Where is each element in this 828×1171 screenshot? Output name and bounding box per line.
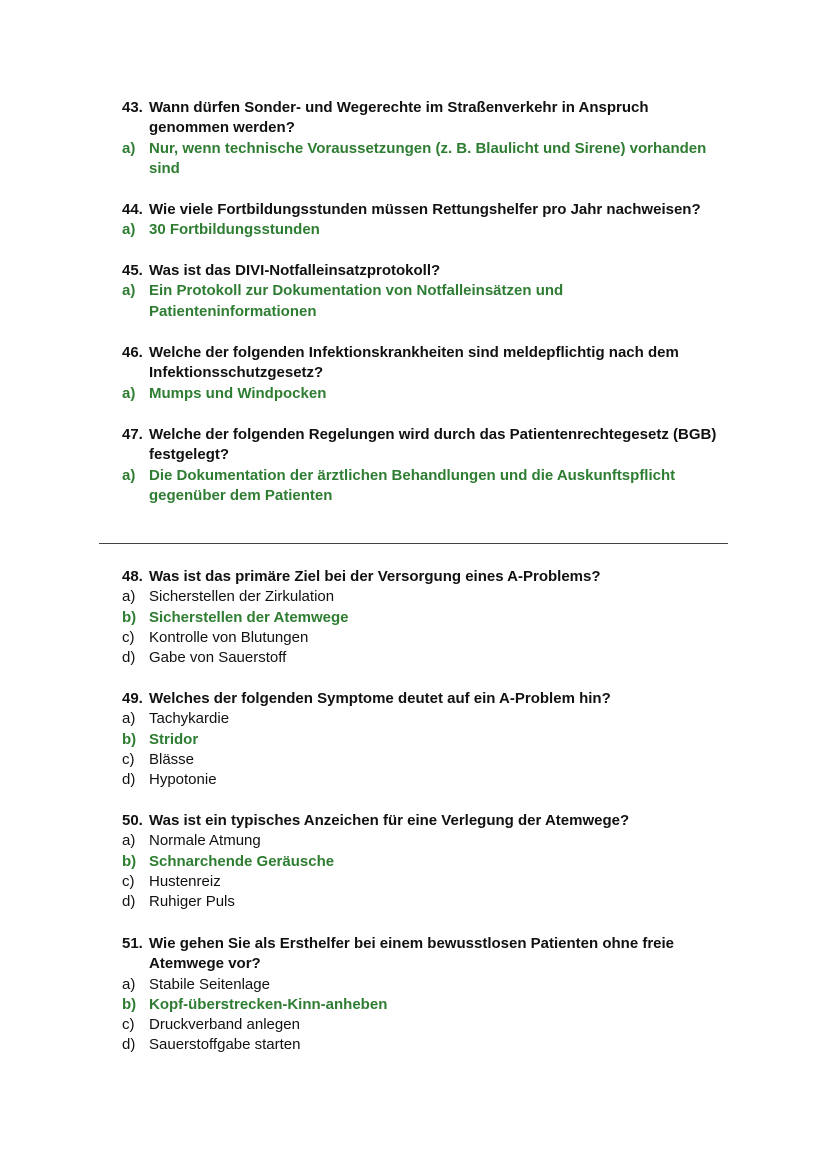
answer-option-correct: b) Schnarchende Geräusche <box>122 852 732 872</box>
answer-option: a) Normale Atmung <box>122 831 732 851</box>
answer-label: a) <box>122 282 136 300</box>
answer-label: b) <box>122 608 137 626</box>
answer-label: c) <box>122 872 135 890</box>
answer-option: c) Hustenreiz <box>122 872 732 892</box>
answer-label: a) <box>122 832 136 850</box>
answer-label: d) <box>122 771 136 789</box>
answer-option-correct: a) 30 Fortbildungsstunden <box>122 220 732 240</box>
answer-label: c) <box>122 750 135 768</box>
answer-option-correct: b) Kopf-überstrecken-Kinn-anheben <box>122 995 732 1015</box>
question-number: 46. <box>122 344 143 361</box>
answer-label: a) <box>122 221 136 239</box>
question-text: 47. Welche der folgenden Regelungen wird durch das Patientenrechtegesetz (BGB) festgelegt? <box>122 426 717 464</box>
question-number: 48. <box>122 568 143 585</box>
answer-label: a) <box>122 975 136 993</box>
answer-option: d) Sauerstoffgabe starten <box>122 1035 732 1055</box>
section-divider <box>99 543 728 544</box>
question-51 <box>122 934 732 1056</box>
answer-label: c) <box>122 628 135 646</box>
answer-label: c) <box>122 1016 135 1034</box>
answer-option-correct: a) Die Dokumentation der ärztlichen Behandlungen und die Auskunftspflicht gegenüber dem Patienten <box>122 466 676 504</box>
answer-option: a) Tachykardie <box>122 709 732 729</box>
answer-option-correct: a) Mumps und Windpocken <box>122 384 732 404</box>
question-text: 45. Was ist das DIVI-Notfalleinsatzprotokoll? <box>122 261 732 281</box>
answer-option: c) Kontrolle von Blutungen <box>122 628 732 648</box>
question-number: 43. <box>122 99 143 116</box>
answer-label: a) <box>122 466 136 484</box>
answer-label: b) <box>122 730 137 748</box>
question-44 <box>122 200 732 241</box>
answer-option-correct: b) Sicherstellen der Atemwege <box>122 608 732 628</box>
question-text: 46. Welche der folgenden Infektionskrankheiten sind meldepflichtig nach dem Infektionsschutzgesetz? <box>122 344 679 382</box>
answer-label: d) <box>122 649 136 667</box>
question-text: 48. Was ist das primäre Ziel bei der Versorgung eines A-Problems? <box>122 567 732 587</box>
answer-option: a) Stabile Seitenlage <box>122 975 732 995</box>
question-text: 49. Welches der folgenden Symptome deutet auf ein A-Problem hin? <box>122 689 732 709</box>
question-number: 49. <box>122 690 143 707</box>
answer-option: d) Hypotonie <box>122 770 732 790</box>
answer-option: d) Ruhiger Puls <box>122 892 732 912</box>
question-45 <box>122 261 732 322</box>
question-50 <box>122 811 732 912</box>
answer-option: a) Sicherstellen der Zirkulation <box>122 587 732 607</box>
question-43 <box>122 98 732 179</box>
answer-option: d) Gabe von Sauerstoff <box>122 648 732 668</box>
answer-option: c) Blässe <box>122 750 732 770</box>
question-text: 44. Wie viele Fortbildungsstunden müssen Rettungshelfer pro Jahr nachweisen? <box>122 200 732 220</box>
question-text: 51. Wie gehen Sie als Ersthelfer bei einem bewusstlosen Patienten ohne freie Atemwege vor? <box>122 935 675 973</box>
answer-label: d) <box>122 893 136 911</box>
question-47 <box>122 425 732 506</box>
question-49 <box>122 689 732 790</box>
answer-option: c) Druckverband anlegen <box>122 1015 732 1035</box>
question-number: 50. <box>122 812 143 829</box>
question-text: 43. Wann dürfen Sonder- und Wegerechte im Straßenverkehr in Anspruch genommen werden? <box>122 99 649 137</box>
answer-label: a) <box>122 588 136 606</box>
question-number: 47. <box>122 426 143 443</box>
question-number: 45. <box>122 262 143 279</box>
question-46 <box>122 343 732 404</box>
answer-label: a) <box>122 710 136 728</box>
answer-label: b) <box>122 852 137 870</box>
answer-option-correct: a) Ein Protokoll zur Dokumentation von Notfalleinsätzen und Patienteninformationen <box>122 282 564 320</box>
answer-label: b) <box>122 995 137 1013</box>
answer-label: d) <box>122 1036 136 1054</box>
answer-option-correct: b) Stridor <box>122 730 732 750</box>
question-number: 44. <box>122 201 143 218</box>
answer-label: a) <box>122 139 136 157</box>
question-48 <box>122 567 732 668</box>
answer-option-correct: a) Nur, wenn technische Voraussetzungen (z. B. Blaulicht und Sirene) vorhanden sind <box>122 139 707 177</box>
answer-label: a) <box>122 384 136 402</box>
question-text: 50. Was ist ein typisches Anzeichen für eine Verlegung der Atemwege? <box>122 811 732 831</box>
question-number: 51. <box>122 935 143 952</box>
